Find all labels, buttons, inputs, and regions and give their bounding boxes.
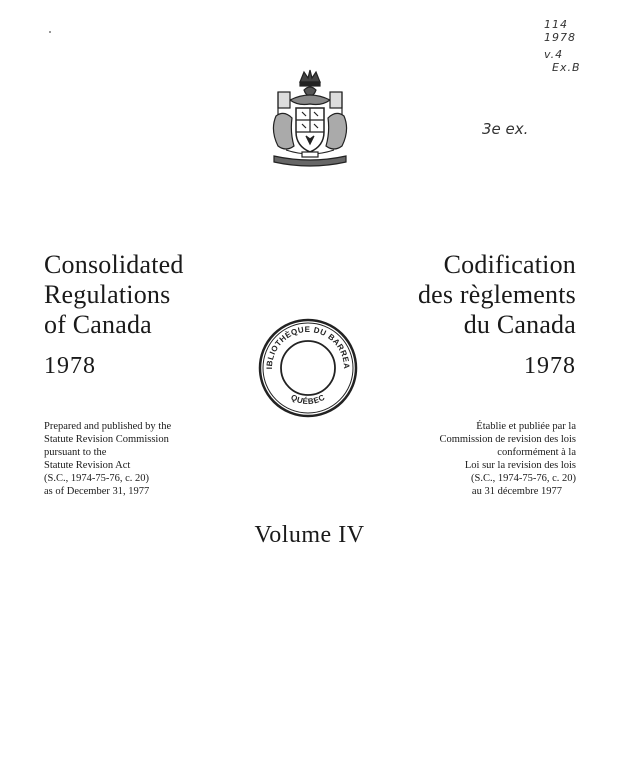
french-title bbox=[418, 250, 576, 340]
coat-of-arms-icon bbox=[262, 66, 358, 174]
scan-speck bbox=[49, 31, 51, 33]
english-publication-details bbox=[44, 420, 171, 498]
french-title-line: des règlements bbox=[417, 280, 576, 309]
french-title-line: du Canada bbox=[463, 310, 576, 339]
english-publication-line: pursuant to the bbox=[44, 447, 107, 458]
english-publication-line: (S.C., 1974-75-76, c. 20) bbox=[44, 473, 149, 484]
stamp-top-text: IBLIOTHÈQUE DU BARREA bbox=[264, 324, 352, 370]
stamp-bottom-text: QUÉBEC bbox=[289, 392, 327, 407]
french-publication-line: Établie et publiée par la bbox=[476, 421, 576, 432]
english-publication-line: Statute Revision Commission bbox=[44, 434, 169, 445]
english-title-line: Consolidated bbox=[44, 250, 184, 279]
english-year: 1978 bbox=[44, 353, 96, 379]
english-title bbox=[44, 250, 184, 340]
french-title-line: Codification bbox=[443, 250, 576, 279]
library-stamp-icon bbox=[256, 316, 360, 420]
english-publication-line: Statute Revision Act bbox=[44, 460, 131, 471]
french-year: 1978 bbox=[524, 353, 576, 379]
handwritten-copy-note: 3e ex. bbox=[482, 120, 529, 138]
handwritten-line: Ex.B bbox=[552, 61, 581, 74]
french-publication-line: Loi sur la revision des lois bbox=[464, 460, 576, 471]
english-title-line: of Canada bbox=[44, 310, 152, 339]
english-publication-line: Prepared and published by the bbox=[44, 421, 172, 432]
french-publication-line: au 31 décembre 1977 bbox=[471, 486, 562, 497]
handwritten-call-number bbox=[544, 18, 604, 74]
handwritten-line: 114 bbox=[544, 18, 568, 31]
french-publication-line: (S.C., 1974-75-76, c. 20) bbox=[471, 473, 576, 484]
volume-title: Volume IV bbox=[254, 522, 365, 548]
french-publication-line: conformément à la bbox=[497, 447, 576, 458]
french-publication-line: Commission de revision des lois bbox=[439, 434, 576, 445]
handwritten-line: 1978 bbox=[544, 31, 576, 44]
english-title-line: Regulations bbox=[44, 280, 171, 309]
english-publication-line: as of December 31, 1977 bbox=[44, 486, 150, 497]
handwritten-line: v.4 bbox=[544, 48, 564, 61]
french-publication-details bbox=[440, 420, 577, 498]
